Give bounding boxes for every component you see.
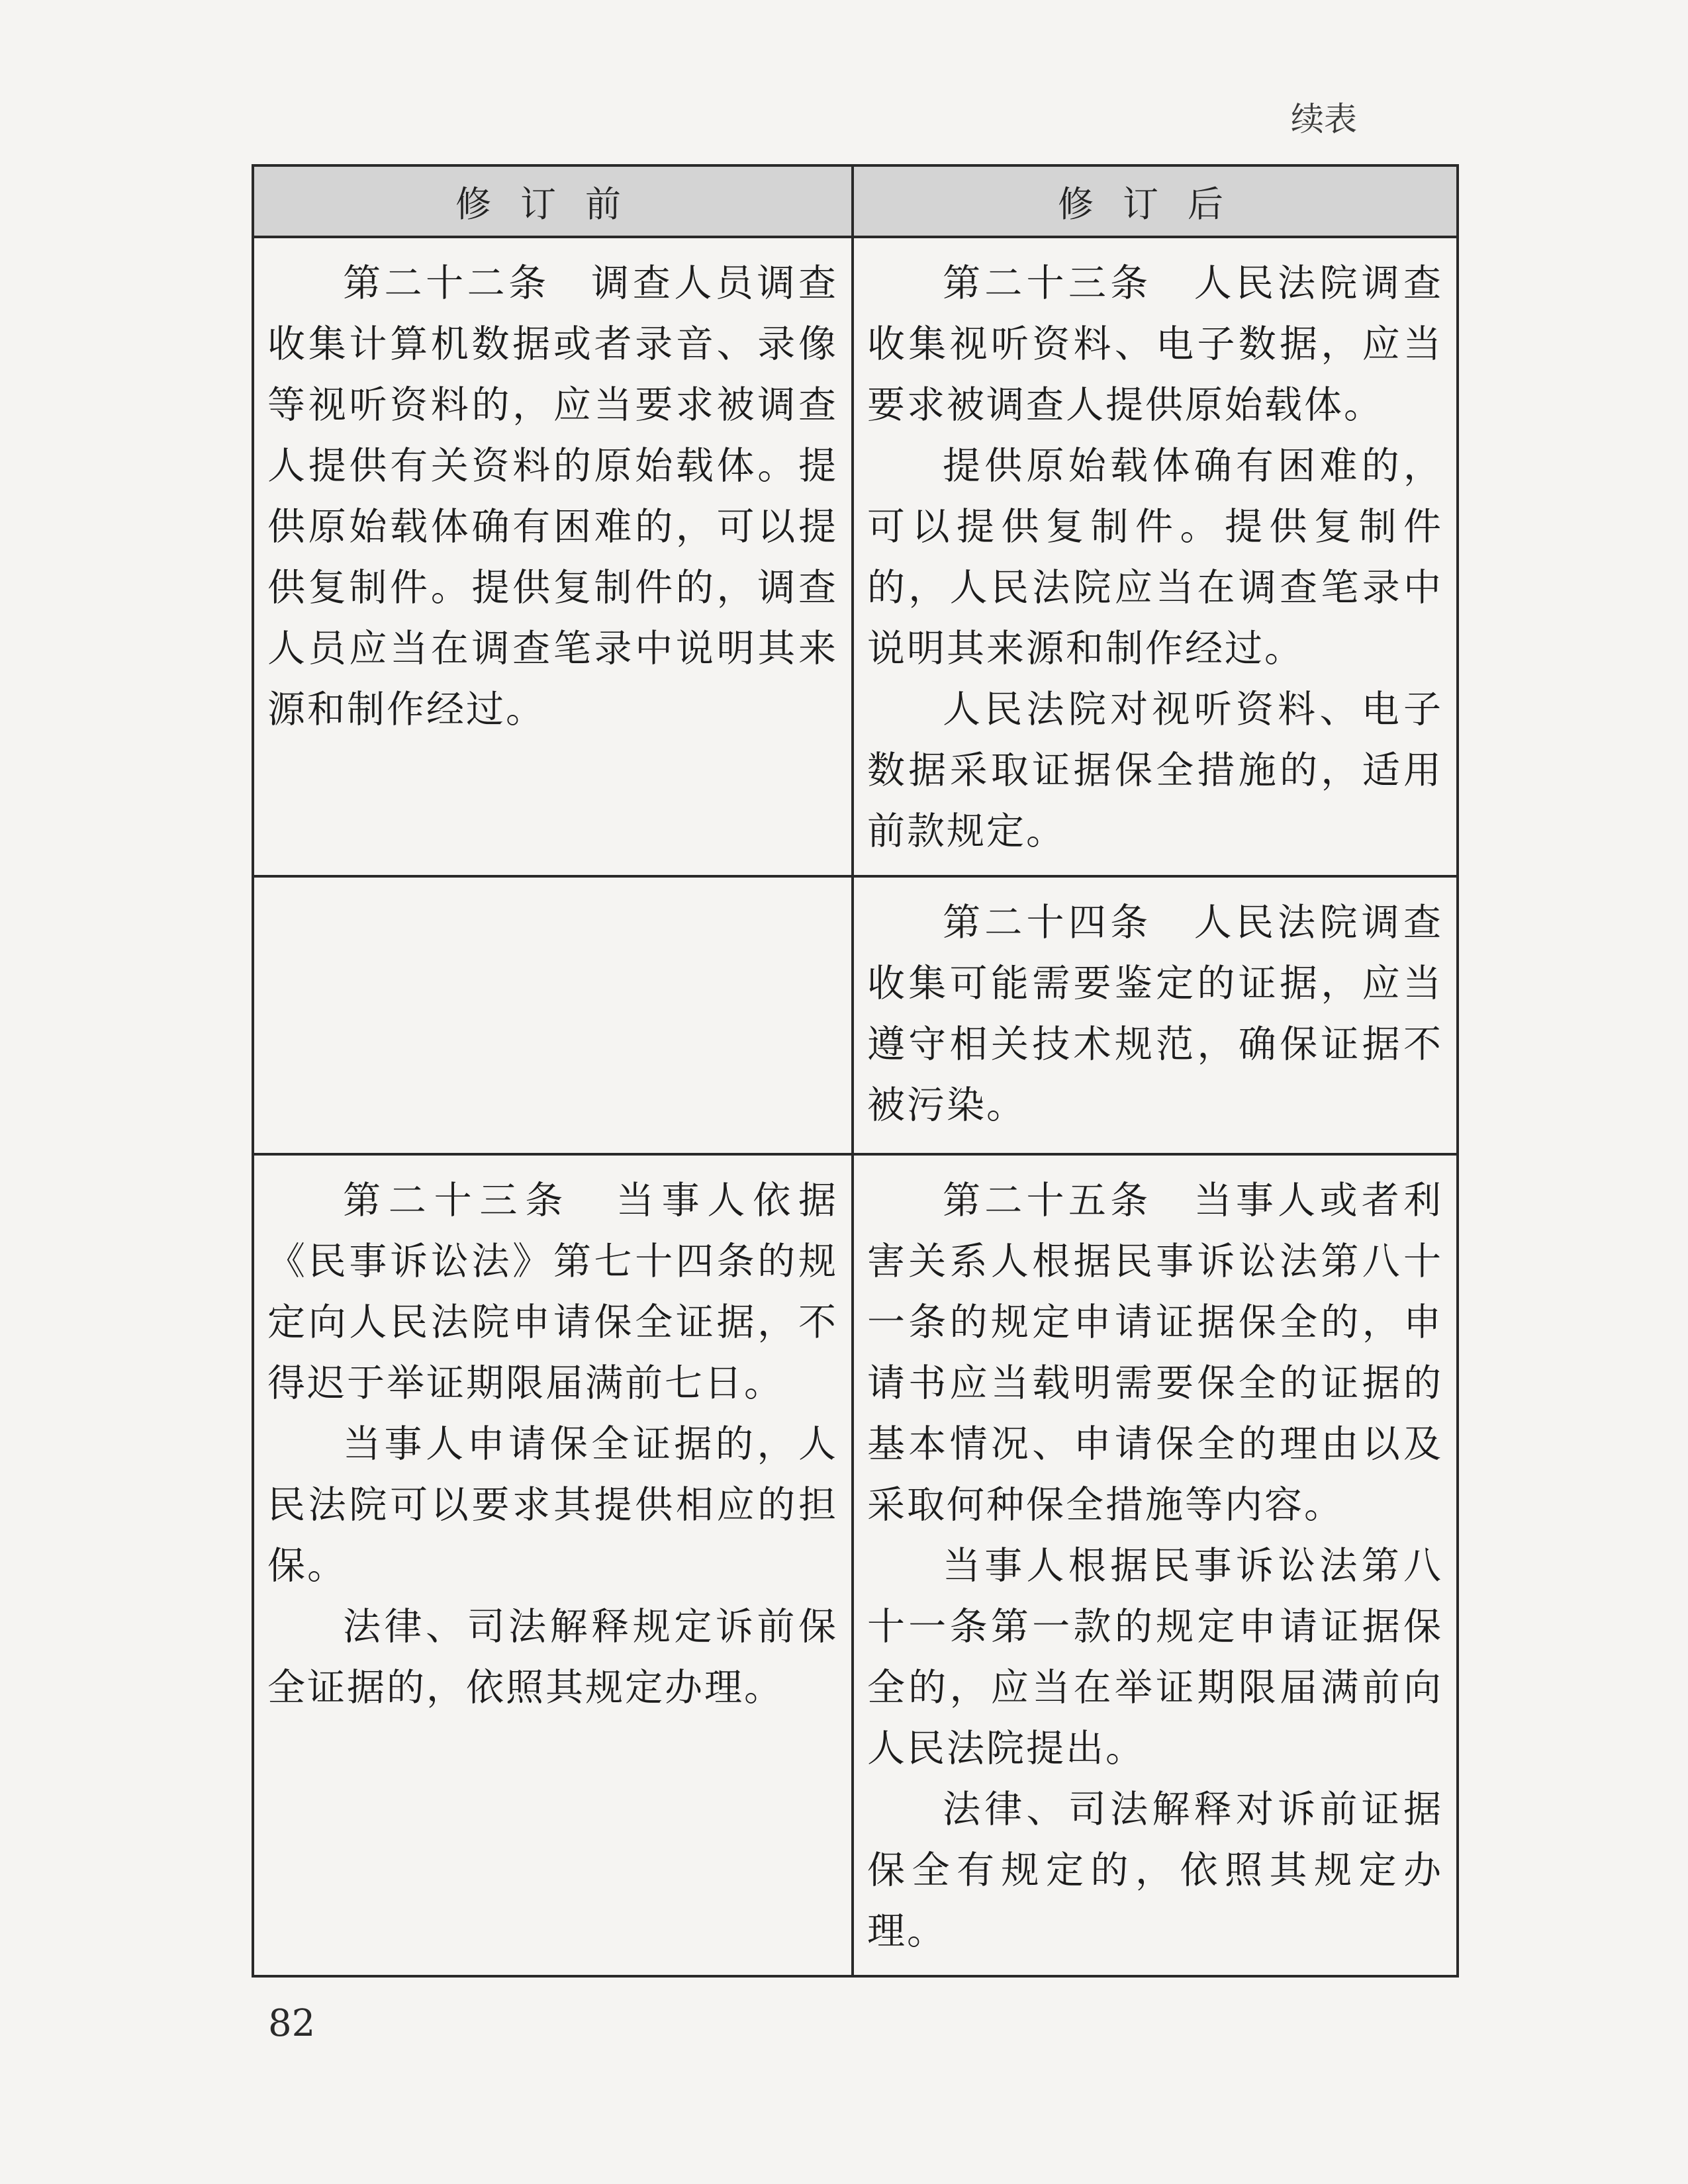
revision-comparison-table bbox=[252, 164, 1459, 1978]
table-row bbox=[253, 876, 1458, 1154]
paragraph: 当事人申请保全证据的，人民法院可以要求其提供相应的担保。 bbox=[267, 1422, 838, 1588]
cell-before bbox=[253, 1154, 853, 1976]
paragraph: 提供原始载体确有困难的，可以提供复制件。提供复制件的，人民法院应当在调查笔录中说明其来源和制作经过。 bbox=[867, 444, 1443, 670]
running-head: 续表 bbox=[1291, 100, 1357, 138]
header-after: 修订后 bbox=[853, 165, 1458, 237]
cell-before bbox=[253, 237, 853, 876]
page-number: 82 bbox=[268, 2002, 316, 2045]
paragraph: 第二十三条 人民法院调查收集视听资料、电子数据，应当要求被调查人提供原始载体。 bbox=[867, 261, 1443, 427]
cell-after bbox=[853, 876, 1458, 1154]
paragraph: 法律、司法解释规定诉前保全证据的，依照其规定办理。 bbox=[267, 1605, 838, 1709]
paragraph: 第二十二条 调查人员调查收集计算机数据或者录音、录像等视听资料的，应当要求被调查人提供有关资料的原始载体。提供原始载体确有困难的，可以提供复制件。提供复制件的，调查人员应当在调查笔录中说明其来源和制作经过。 bbox=[267, 261, 838, 731]
table-row bbox=[253, 1154, 1458, 1976]
paragraph: 第二十四条 人民法院调查收集可能需要鉴定的证据，应当遵守相关技术规范，确保证据不被污染。 bbox=[867, 901, 1443, 1127]
cell-after bbox=[853, 1154, 1458, 1976]
header-before: 修订前 bbox=[253, 165, 853, 237]
paragraph: 当事人根据民事诉讼法第八十一条第一款的规定申请证据保全的，应当在举证期限届满前向人民法院提出。 bbox=[867, 1544, 1443, 1770]
paragraph: 法律、司法解释对诉前证据保全有规定的，依照其规定办理。 bbox=[867, 1788, 1443, 1953]
table-row bbox=[253, 237, 1458, 876]
cell-after bbox=[853, 237, 1458, 876]
cell-before-empty bbox=[253, 876, 853, 1154]
paragraph: 第二十三条 当事人依据《民事诉讼法》第七十四条的规定向人民法院申请保全证据，不得迟于举证期限届满前七日。 bbox=[267, 1179, 838, 1405]
paragraph: 第二十五条 当事人或者利害关系人根据民事诉讼法第八十一条的规定申请证据保全的，申请书应当载明需要保全的证据的基本情况、申请保全的理由以及采取何种保全措施等内容。 bbox=[867, 1179, 1443, 1527]
paragraph: 人民法院对视听资料、电子数据采取证据保全措施的，适用前款规定。 bbox=[867, 688, 1443, 853]
